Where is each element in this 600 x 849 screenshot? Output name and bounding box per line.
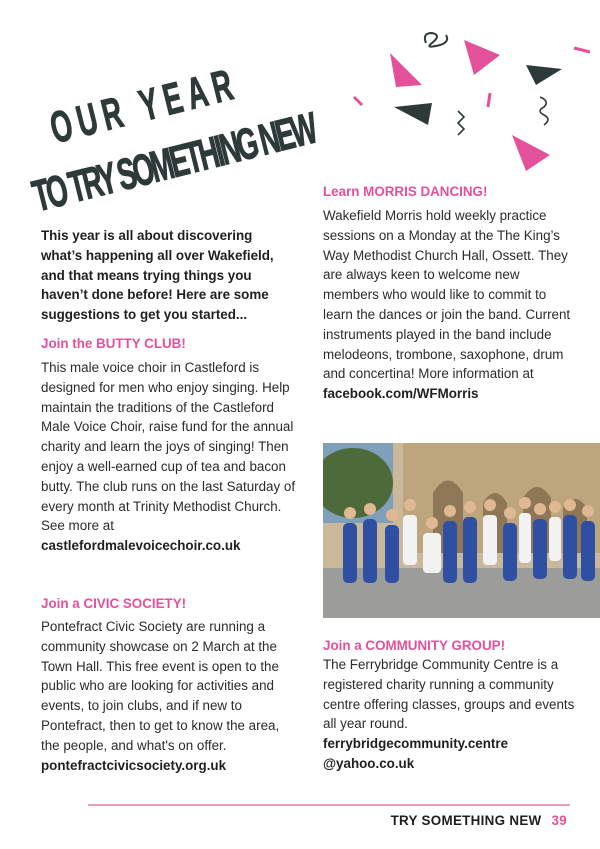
dark-triangle-2 [394, 103, 432, 125]
community-link-line1[interactable]: ferrybridgecommunity.centre [323, 736, 509, 752]
dark-triangle-1 [526, 65, 562, 85]
pink-triangle-1 [464, 40, 500, 75]
community-link-line2[interactable]: @yahoo.co.uk [323, 755, 415, 771]
title-line1: OUR YEAR [45, 59, 238, 153]
page-number: 39 [551, 813, 567, 828]
butty-body: This male voice choir in Castleford is designed for men who enjoy singing. Help maintain the traditions of the Castleford Male Voice Choir, raise fund for the annual charity and learn the joys of singing! Then enjoy a well-earned cup of tea and bacon butty. The club runs on the last Saturday of every month at Trinity Methodist Church. See more at [41, 360, 296, 534]
civic-body: Pontefract Civic Society are running a community showcase on 2 March at the Town Hall. This free event is open to the public who are looking for activities and events, to join clubs, and if new to Pontefract, then to get to know the area, the people, and what's on offer. [41, 619, 280, 753]
pink-dash-1 [354, 97, 362, 105]
footer-rule [88, 804, 570, 806]
pink-triangle-3 [512, 135, 550, 171]
confetti-decoration [340, 15, 600, 175]
title-line2: TO TRY SOMETHING NEW [27, 102, 323, 221]
pink-dash-3 [574, 48, 590, 52]
curl-shape [540, 97, 548, 125]
footer [391, 813, 567, 828]
community-heading: Join a COMMUNITY GROUP! [323, 638, 506, 653]
pink-dash-2 [488, 93, 490, 107]
footer-label: TRY SOMETHING NEW [390, 813, 542, 828]
intro-text: This year is all about discovering what’s happening all over Wakefield, and that means trying things you haven’t done before! Here are some suggestions to get you started... [41, 228, 274, 323]
community-section [323, 655, 575, 774]
zigzag-shape [458, 111, 464, 135]
community-body: The Ferrybridge Community Centre is a registered charity running a community centre offering classes, groups and events all year round. [323, 657, 575, 732]
civic-heading: Join a CIVIC SOCIETY! [41, 596, 187, 611]
butty-link[interactable]: castlefordmalevoicechoir.co.uk [41, 538, 241, 554]
morris-dancers-photo [323, 443, 600, 618]
civic-section [41, 617, 296, 775]
page-title [18, 35, 338, 221]
morris-link[interactable]: facebook.com/WFMorris [323, 386, 479, 402]
civic-link[interactable]: pontefractcivicsociety.org.uk [41, 757, 227, 773]
squiggle-shape [425, 33, 447, 47]
butty-section [41, 358, 296, 556]
morris-section [323, 206, 575, 404]
butty-heading: Join the BUTTY CLUB! [41, 336, 186, 351]
pink-triangle-2 [390, 53, 422, 87]
morris-body: Wakefield Morris hold weekly practice sessions on a Monday at the The King’s Way Methodist Church Hall, Ossett. They are always keen to welcome new members who would like to commit to learn the dances or join the band. Current instruments played in the band include melodeons, trombone, saxophone, drum and concertina! More information at [323, 208, 571, 382]
title-graphic [18, 35, 338, 221]
morris-heading: Learn MORRIS DANCING! [323, 184, 488, 199]
